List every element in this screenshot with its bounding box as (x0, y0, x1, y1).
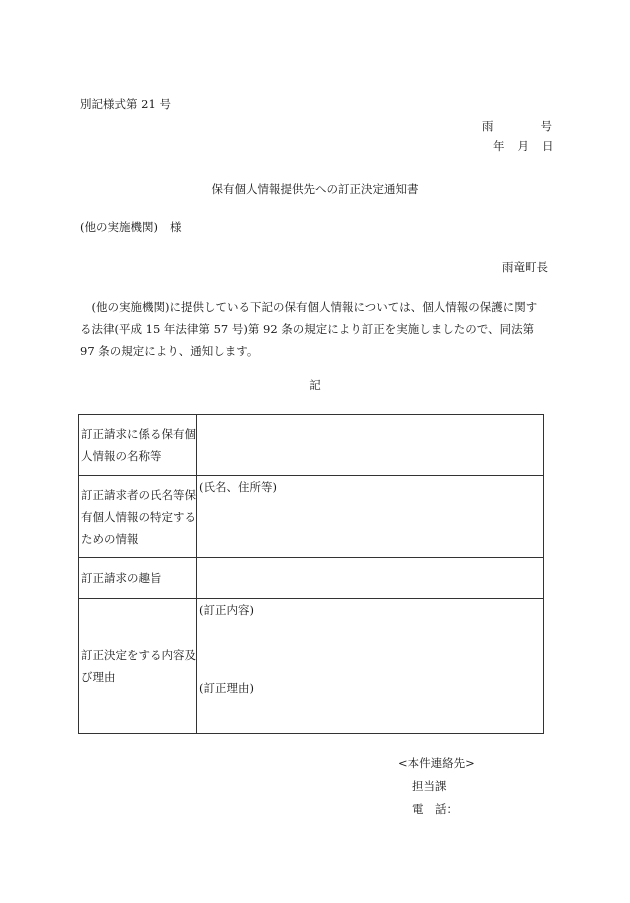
recipient-honorific: 様 (169, 220, 182, 234)
row-label: 訂正請求の趣旨 (79, 558, 197, 599)
date-month: 月 (517, 139, 529, 153)
document-title: 保有個人情報提供先への訂正決定通知書 (211, 182, 419, 196)
table-row (79, 476, 544, 558)
table-row (79, 415, 544, 476)
sender: 雨竜町長 (502, 260, 548, 274)
date-day: 日 (542, 139, 554, 153)
doc-number-prefix: 雨 (482, 119, 494, 133)
table-row (79, 558, 544, 599)
doc-number-suffix: 号 (540, 119, 552, 133)
row-value: (氏名、住所等) (197, 476, 544, 558)
table-row (79, 599, 544, 734)
row-label: 訂正決定をする内容及び理由 (79, 599, 197, 734)
date-year: 年 (493, 139, 505, 153)
contact-phone: 電 話： (412, 802, 458, 816)
recipient (80, 219, 181, 235)
row-value (197, 415, 544, 476)
correction-reason: (訂正理由) (199, 681, 254, 695)
contact-department: 担当課 (412, 779, 447, 793)
row-value (197, 558, 544, 599)
row-label: 訂正請求者の氏名等保有個人情報の特定するための情報 (79, 476, 197, 558)
form-number: 別記様式第 21 号 (80, 97, 171, 111)
body-paragraph: (他の実施機関)に提供している下記の保有個人情報については、個人情報の保護に関する法律(平成 15 年法律第 57 号)第 92 条の規定により訂正を実施しましたので、同法第 97 条の規定により、通知します。 (80, 300, 538, 358)
recipient-name: (他の実施機関) (80, 220, 158, 234)
ki-heading: 記 (309, 378, 321, 392)
row-label: 訂正請求に係る保有個人情報の名称等 (79, 415, 197, 476)
correction-content: (訂正内容) (199, 603, 254, 617)
row-value (197, 599, 544, 734)
contact-heading: <本件連絡先> (398, 756, 475, 770)
document-number (482, 118, 552, 134)
details-table (78, 414, 544, 734)
date-line (493, 138, 554, 154)
body-text (80, 296, 546, 362)
